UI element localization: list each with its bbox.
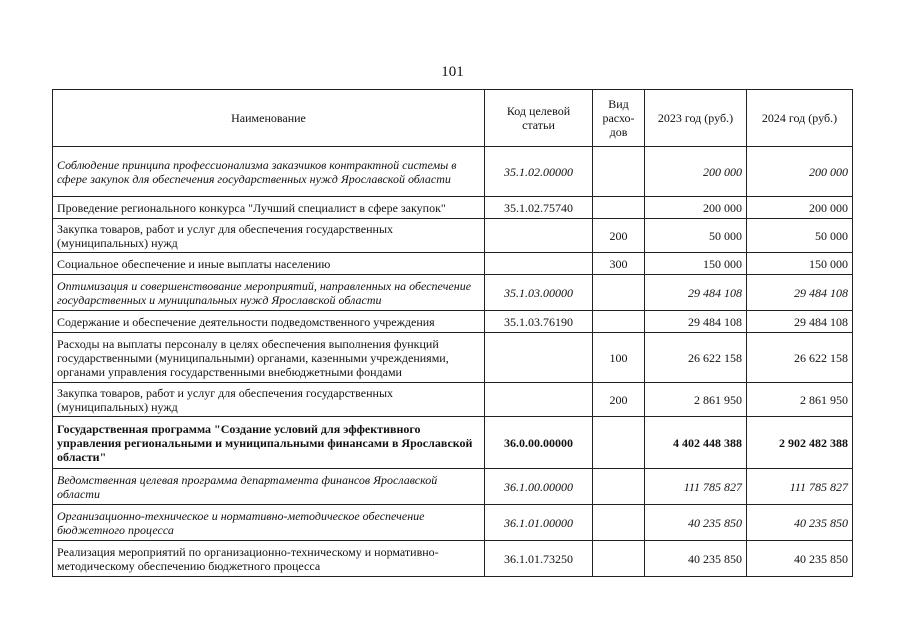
row-name-cell: Социальное обеспечение и иные выплаты населению: [53, 253, 485, 275]
row-vid-cell: 300: [593, 253, 645, 275]
row-vid-cell: 200: [593, 219, 645, 253]
row-2024-cell: 29 484 108: [747, 275, 853, 311]
row-2024-cell: 150 000: [747, 253, 853, 275]
table-row: [53, 253, 853, 275]
row-name-cell: Закупка товаров, работ и услуг для обеспечения государственных (муниципальных) нужд: [53, 219, 485, 253]
row-2024-cell: 2 902 482 388: [747, 417, 853, 469]
row-code-cell: [485, 219, 593, 253]
row-2023-cell: 29 484 108: [645, 275, 747, 311]
table-row: [53, 333, 853, 383]
row-name-cell: Содержание и обеспечение деятельности подведомственного учреждения: [53, 311, 485, 333]
table-row: [53, 541, 853, 577]
table-body: [53, 147, 853, 577]
row-name-cell: Проведение регионального конкурса "Лучший специалист в сфере закупок": [53, 197, 485, 219]
row-code-cell: 35.1.03.76190: [485, 311, 593, 333]
row-2023-cell: 40 235 850: [645, 541, 747, 577]
header-2024: 2024 год (руб.): [747, 90, 853, 147]
row-vid-cell: [593, 197, 645, 219]
row-2023-cell: 2 861 950: [645, 383, 747, 417]
row-2023-cell: 26 622 158: [645, 333, 747, 383]
row-code-cell: [485, 333, 593, 383]
row-vid-cell: [593, 311, 645, 333]
header-code: Код целевой статьи: [485, 90, 593, 147]
row-name-cell: Соблюдение принципа профессионализма заказчиков контрактной системы в сфере закупок для обеспечения государственных нужд Ярославской области: [53, 147, 485, 197]
row-2024-cell: 111 785 827: [747, 469, 853, 505]
row-code-cell: [485, 253, 593, 275]
table-row: [53, 469, 853, 505]
row-2024-cell: 40 235 850: [747, 505, 853, 541]
row-2023-cell: 200 000: [645, 147, 747, 197]
table-row: [53, 219, 853, 253]
row-2024-cell: 200 000: [747, 147, 853, 197]
table-row: [53, 383, 853, 417]
row-2023-cell: 29 484 108: [645, 311, 747, 333]
row-vid-cell: [593, 147, 645, 197]
row-2023-cell: 111 785 827: [645, 469, 747, 505]
row-name-cell: Ведомственная целевая программа департамента финансов Ярославской области: [53, 469, 485, 505]
row-code-cell: 36.1.01.73250: [485, 541, 593, 577]
row-name-cell: Расходы на выплаты персоналу в целях обеспечения выполнения функций государственными (муниципальными) органами, казенными учреждениями, органами управления государственными внебюджетными фондами: [53, 333, 485, 383]
table-row: [53, 505, 853, 541]
table-row: [53, 275, 853, 311]
row-2024-cell: 50 000: [747, 219, 853, 253]
row-vid-cell: [593, 275, 645, 311]
header-2023: 2023 год (руб.): [645, 90, 747, 147]
row-code-cell: [485, 383, 593, 417]
row-2024-cell: 29 484 108: [747, 311, 853, 333]
row-code-cell: 35.1.02.75740: [485, 197, 593, 219]
table-row: [53, 311, 853, 333]
row-code-cell: 36.0.00.00000: [485, 417, 593, 469]
header-vid: Вид расхо-дов: [593, 90, 645, 147]
row-vid-cell: [593, 541, 645, 577]
row-2023-cell: 50 000: [645, 219, 747, 253]
row-code-cell: 35.1.03.00000: [485, 275, 593, 311]
row-2023-cell: 200 000: [645, 197, 747, 219]
row-name-cell: Организационно-техническое и нормативно-методическое обеспечение бюджетного процесса: [53, 505, 485, 541]
row-code-cell: 35.1.02.00000: [485, 147, 593, 197]
row-vid-cell: [593, 505, 645, 541]
row-code-cell: 36.1.01.00000: [485, 505, 593, 541]
row-name-cell: Реализация мероприятий по организационно-техническому и нормативно-методическому обеспечению бюджетного процесса: [53, 541, 485, 577]
row-2023-cell: 40 235 850: [645, 505, 747, 541]
table-row: [53, 147, 853, 197]
row-2024-cell: 26 622 158: [747, 333, 853, 383]
budget-table: [52, 89, 853, 577]
row-2024-cell: 2 861 950: [747, 383, 853, 417]
row-name-cell: Государственная программа "Создание условий для эффективного управления региональными и муниципальными финансами в Ярославской области": [53, 417, 485, 469]
row-vid-cell: [593, 417, 645, 469]
table-header-row: [53, 90, 853, 147]
row-name-cell: Закупка товаров, работ и услуг для обеспечения государственных (муниципальных) нужд: [53, 383, 485, 417]
header-name: Наименование: [53, 90, 485, 147]
table-row: [53, 417, 853, 469]
row-name-cell: Оптимизация и совершенствование мероприятий, направленных на обеспечение государственных и муниципальных нужд Ярославской области: [53, 275, 485, 311]
row-vid-cell: [593, 469, 645, 505]
row-2023-cell: 150 000: [645, 253, 747, 275]
page-number: 101: [441, 64, 464, 80]
row-2023-cell: 4 402 448 388: [645, 417, 747, 469]
row-2024-cell: 40 235 850: [747, 541, 853, 577]
row-code-cell: 36.1.00.00000: [485, 469, 593, 505]
row-2024-cell: 200 000: [747, 197, 853, 219]
row-vid-cell: 100: [593, 333, 645, 383]
table-row: [53, 197, 853, 219]
row-vid-cell: 200: [593, 383, 645, 417]
